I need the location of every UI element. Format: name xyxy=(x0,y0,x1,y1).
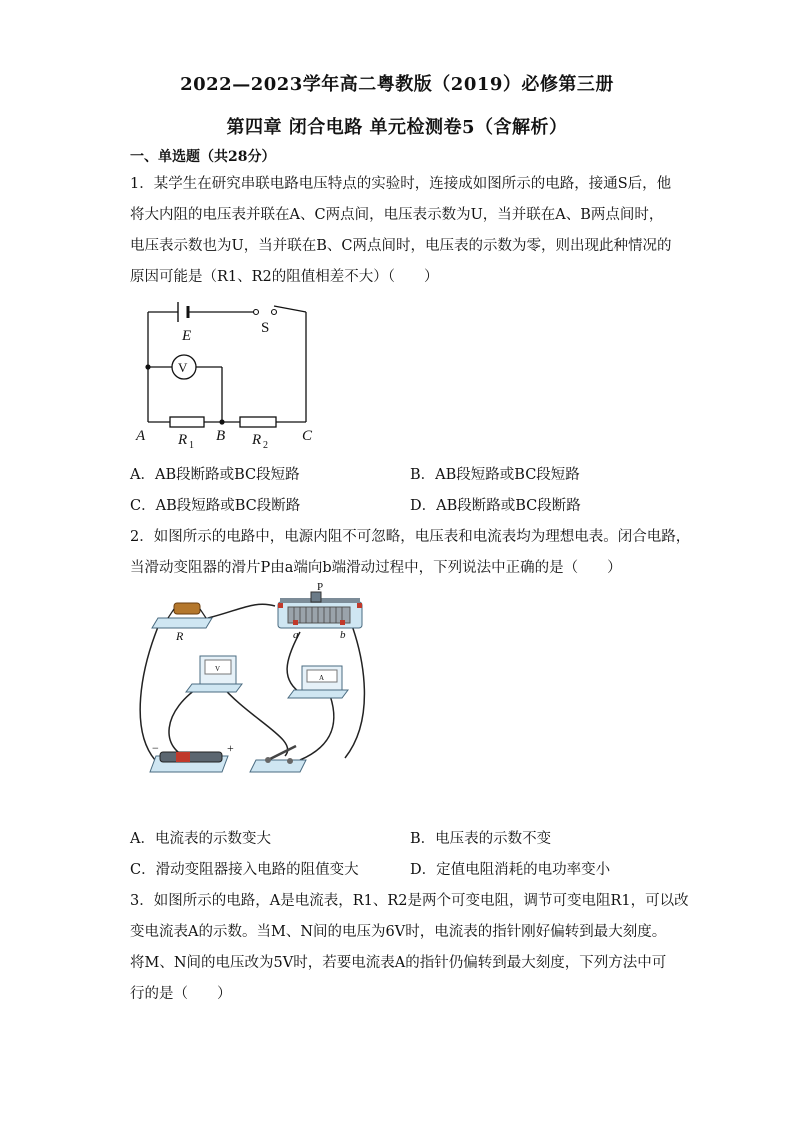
q1-circuit-diagram xyxy=(130,290,330,450)
document-subtitle: 第四章 闭合电路 单元检测卷5（含解析） xyxy=(226,117,568,138)
q2-option-a: A．电流表的示数变大 xyxy=(130,831,271,847)
voltmeter-label: V xyxy=(215,665,221,673)
label-P: P xyxy=(317,581,324,593)
label-B: B xyxy=(216,428,226,444)
label-R1: R xyxy=(178,432,188,448)
label-V: V xyxy=(178,360,188,375)
q3-line: 将M、N间的电压改为5V时，若要电流表A的指针仍偏转到最大刻度，下列方法中可 xyxy=(130,955,667,971)
q3-line: 变电流表A的示数。当M、N间的电压为6V时，电流表的指针刚好偏转到最大刻度。 xyxy=(130,924,667,940)
battery-plus: + xyxy=(227,741,234,755)
q1-line: 1．某学生在研究串联电路电压特点的实验时，连接成如图所示的电路，接通S后，他 xyxy=(130,176,672,192)
document-title: 2022—2023学年高二粤教版（2019）必修第三册 xyxy=(180,74,614,95)
q2-option-b: B．电压表的示数不变 xyxy=(410,831,552,847)
section-heading: 一、单选题（共28分） xyxy=(130,149,276,165)
q1-line: 原因可能是（R1、R2的阻值相差不大）（ ） xyxy=(130,269,439,285)
label-E: E xyxy=(182,328,192,344)
q3-line: 行的是（ ） xyxy=(130,986,232,1002)
label-A: A xyxy=(136,428,146,444)
q2-line: 2．如图所示的电路中，电源内阻不可忽略，电压表和电流表均为理想电表。闭合电路， xyxy=(130,529,691,545)
label-R2: R xyxy=(252,432,262,448)
label-b: b xyxy=(340,629,346,641)
q2-line: 当滑动变阻器的滑片P由a端向b端滑动过程中，下列说法中正确的是（ ） xyxy=(130,560,622,576)
label-R: R xyxy=(176,629,184,643)
ammeter-label: A xyxy=(319,674,325,682)
q2-option-c: C．滑动变阻器接入电路的阻值变大 xyxy=(130,862,359,878)
q1-option-a: A．AB段断路或BC段短路 xyxy=(130,467,300,483)
q1-option-d: D．AB段断路或BC段断路 xyxy=(410,498,581,514)
q3-line: 3．如图所示的电路，A是电流表，R1、R2是两个可变电阻，调节可变电阻R1，可以改 xyxy=(130,893,689,909)
label-C: C xyxy=(302,428,313,444)
q1-option-b: B．AB段短路或BC段短路 xyxy=(410,467,580,483)
label-R2-sub: 2 xyxy=(263,440,268,450)
battery-minus: − xyxy=(152,741,159,755)
q2-option-d: D．定值电阻消耗的电功率变小 xyxy=(410,862,611,878)
label-S: S xyxy=(261,320,270,336)
label-a: a xyxy=(293,629,299,641)
q2-apparatus-diagram xyxy=(130,580,380,785)
q1-option-c: C．AB段短路或BC段断路 xyxy=(130,498,301,514)
label-R1-sub: 1 xyxy=(189,440,194,450)
q1-line: 将大内阻的电压表并联在A、C两点间，电压表示数为U，当并联在A、B两点间时， xyxy=(130,207,664,223)
q1-line: 电压表示数也为U，当并联在B、C两点间时，电压表的示数为零，则出现此种情况的 xyxy=(130,238,672,254)
